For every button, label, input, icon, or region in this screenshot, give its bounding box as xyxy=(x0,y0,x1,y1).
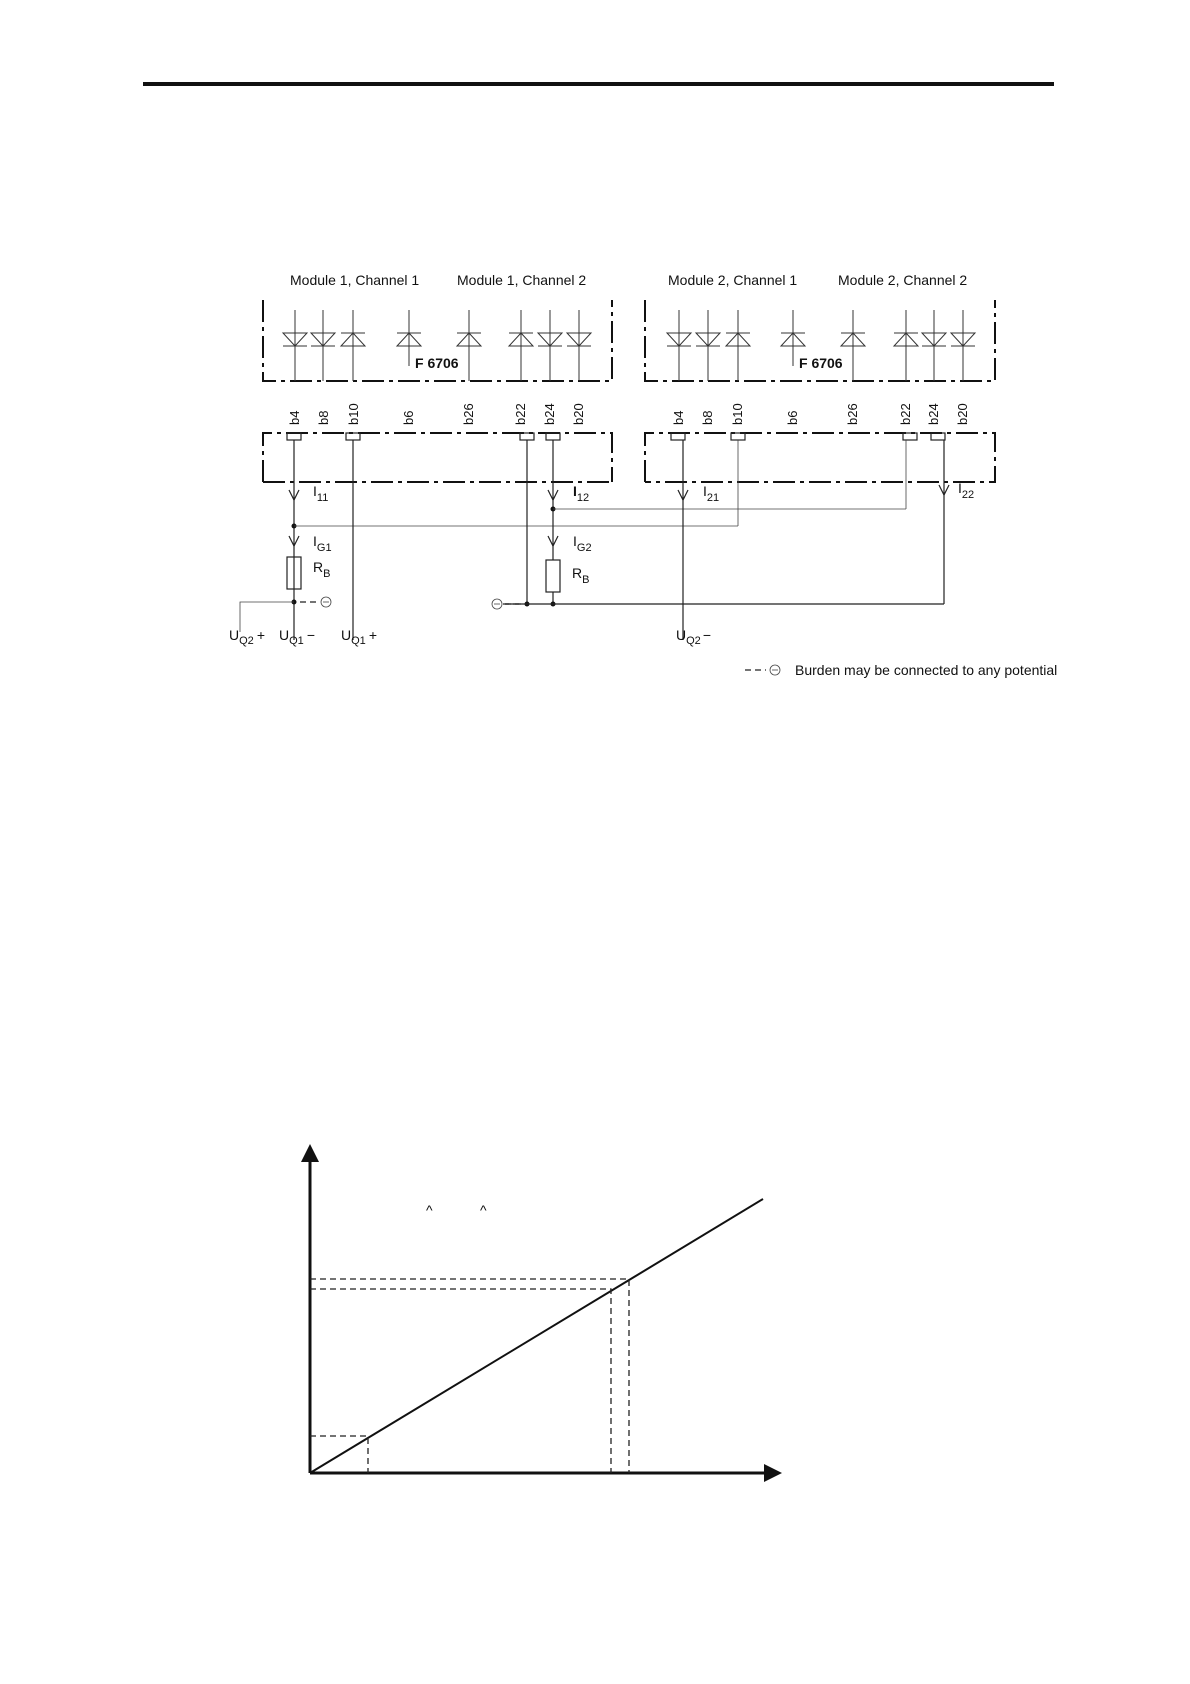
pin-label: b22 xyxy=(513,403,528,425)
pin-label: b8 xyxy=(316,410,331,425)
pin-label: b22 xyxy=(898,403,913,425)
module-header-m1c1: Module 1, Channel 1 xyxy=(290,272,420,288)
voltage-uq2-minus: $U_{Q2}$ − xyxy=(676,627,711,647)
pin-label: b20 xyxy=(571,403,586,425)
burden-symbols xyxy=(321,597,522,609)
characteristic-graph xyxy=(301,1144,782,1482)
pin-label: b6 xyxy=(785,410,800,425)
device-label-module2: F 6706 xyxy=(799,355,843,371)
graph-caret-1: ^ xyxy=(426,1202,433,1218)
current-i12: $I_{12}$ xyxy=(573,483,590,504)
pin-label: b4 xyxy=(671,410,686,425)
wiring xyxy=(240,440,949,640)
module-header-m1c2: Module 1, Channel 2 xyxy=(457,272,587,288)
module1-pin-labels xyxy=(287,403,586,425)
voltage-uq1-plus: $U_{Q1}$ + xyxy=(341,627,377,647)
pin-label: b26 xyxy=(461,403,476,425)
pin-label: b20 xyxy=(955,403,970,425)
pin-label: b8 xyxy=(700,410,715,425)
device-label-module1: F 6706 xyxy=(415,355,459,371)
pin-label: b24 xyxy=(542,403,557,425)
current-i21: $I_{21}$ xyxy=(703,483,720,504)
pin-label: b6 xyxy=(401,410,416,425)
module-header-m2c2: Module 2, Channel 2 xyxy=(838,272,968,288)
legend-text: Burden may be connected to any potential xyxy=(795,662,1058,678)
pin-label: b10 xyxy=(346,403,361,425)
pin-label: b26 xyxy=(845,403,860,425)
graph-caret-2: ^ xyxy=(480,1202,487,1218)
voltage-uq1-minus: $U_{Q1}$ − xyxy=(279,627,315,647)
current-labels xyxy=(313,480,974,586)
current-i11: $I_{11}$ xyxy=(313,483,329,504)
current-ig2: $I_{G2}$ xyxy=(573,533,592,554)
module-header-m2c1: Module 2, Channel 1 xyxy=(668,272,798,288)
voltage-uq2-plus: $U_{Q2}$ + xyxy=(229,627,265,647)
resistor-label-1: $R_B$ xyxy=(313,559,331,580)
legend xyxy=(745,662,1057,678)
voltage-labels xyxy=(229,627,711,647)
current-ig1: $I_{G1}$ xyxy=(313,533,332,554)
pin-label: b10 xyxy=(730,403,745,425)
pin-label: b24 xyxy=(926,403,941,425)
current-i22: $I_{22}$ xyxy=(958,480,975,501)
pin-label: b4 xyxy=(287,410,302,425)
connector-pads xyxy=(287,433,945,440)
module2-pin-labels xyxy=(671,403,970,425)
resistor-label-2: $R_B$ xyxy=(572,565,590,586)
